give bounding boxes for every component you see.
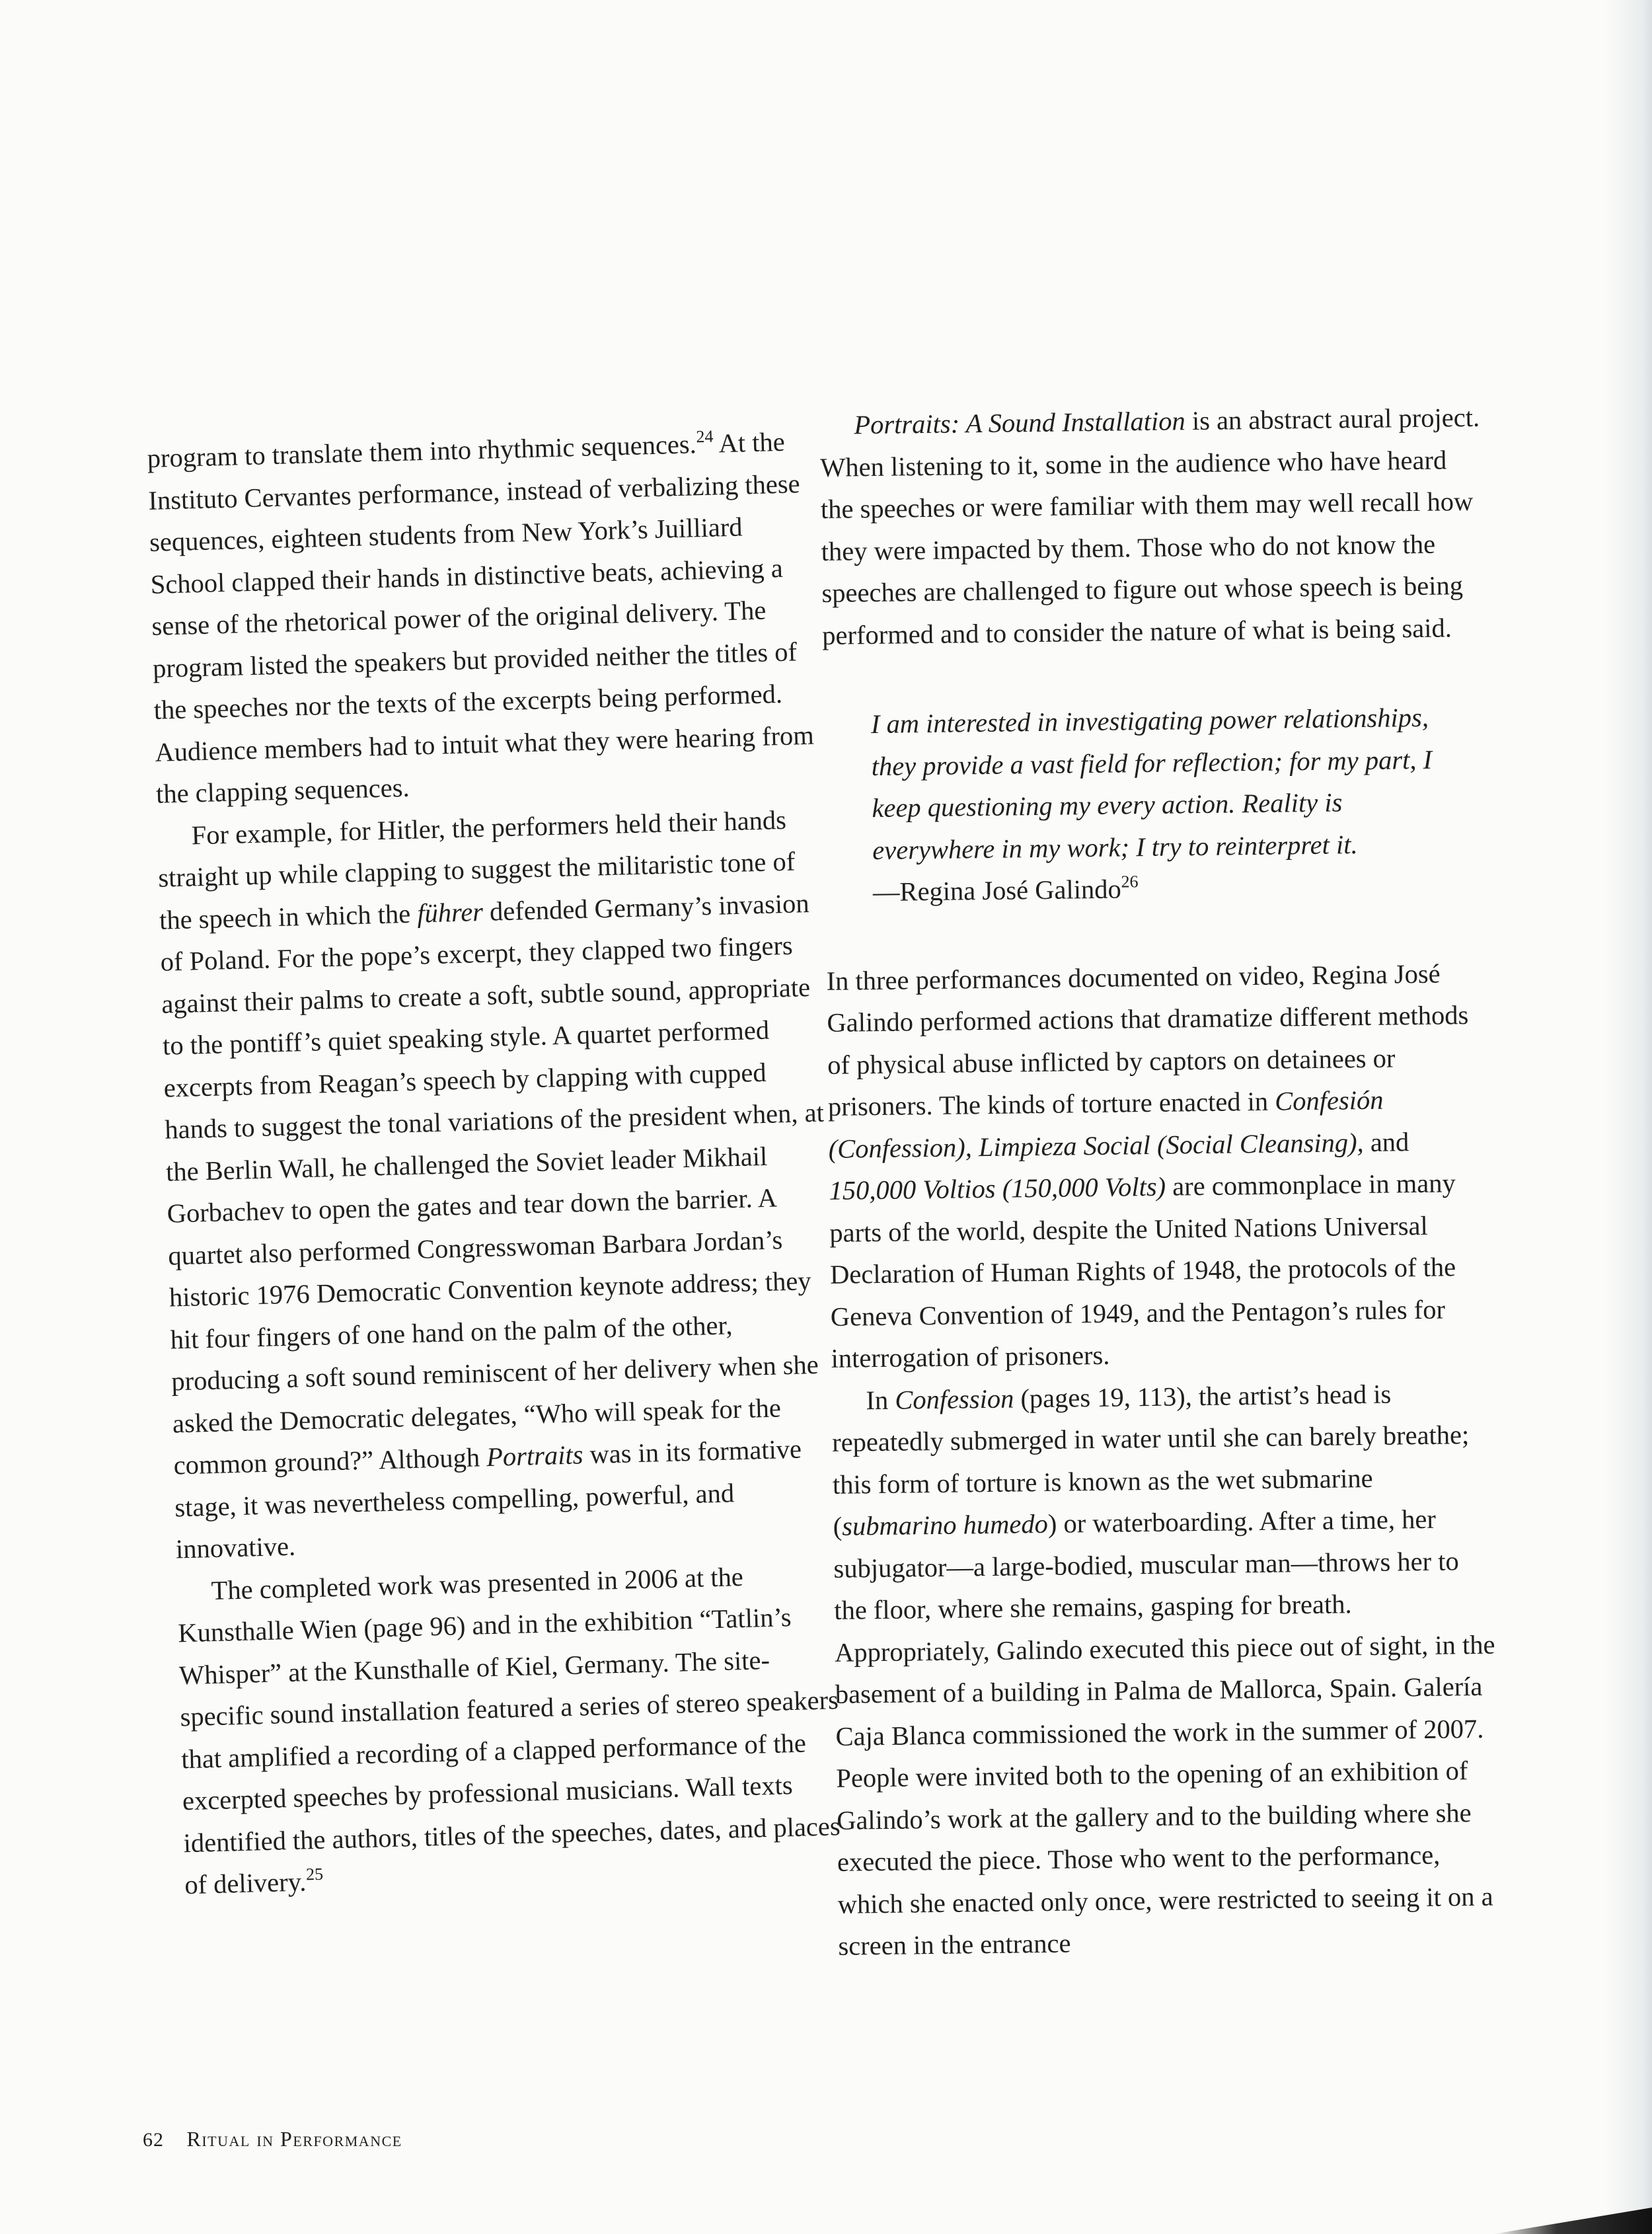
quote-text: I am interested in investigating power relationships, they provide a vast field for reflection; for my part, I keep questioning my every action. Reality is everywhere in my work; I try to reinterpret it. <box>870 702 1433 865</box>
paragraph: Portraits: A Sound Installation is an abstract aural project. When listening to it, some in the audience who have heard the speeches or were familiar with them may well recall how they were impacted by them. Those who do not know the speeches are challenged to figure out whose speech is being performed and to consider the nature of what is being said. <box>819 402 1480 650</box>
page-corner-shadow <box>1493 2208 1652 2234</box>
paragraph: In Confession (pages 19, 113), the artist’s head is repeatedly submerged in water until she can barely breathe; this form of torture is known as the wet submarine (submarino humedo) or waterboarding. After a time, her subjugator—a large-bodied, muscular man—throws her to the floor, where she remains, gasping for breath. Appropriately, Galindo executed this piece out of sight, in the basement of a building in Palma de Mallorca, Spain. Galería Caja Blanca commissioned the work in the summer of 2007. People were invited both to the opening of an exhibition of Galindo’s work at the gallery and to the building where she executed the piece. Those who went to the performance, which she enacted only once, were restricted to seeing it on a screen in the entrance <box>831 1379 1495 1961</box>
page-footer <box>143 2127 402 2151</box>
footnote-marker: 26 <box>1121 872 1139 892</box>
page-number: 62 <box>143 2129 164 2151</box>
right-column <box>819 397 1499 1968</box>
paragraph: program to translate them into rhythmic sequences.$^{24}$ At the Instituto Cervantes performance, instead of verbalizing these sequences, eighteen students from New York’s Juilliard School clapped their hands in distinctive beats, achieving a sense of the rhetorical power of the original delivery. The program listed the speakers but provided neither the titles of the speeches nor the texts of the excerpts being performed. Audience members had to intuit what they were hearing from the clapping sequences. <box>147 426 815 809</box>
paragraph: The completed work was presented in 2006 at the Kunsthalle Wien (page 96) and in the exhibition “Tatlin’s Whisper” at the Kunsthalle of Kiel, Germany. The site-specific sound installation featured a series of stereo speakers that amplified a recording of a clapped performance of the excerpted speeches by professional musicians. Wall texts identified the authors, titles of the speeches, dates, and places of delivery.$^{25}$ <box>177 1561 841 1900</box>
quote-attribution: —Regina José Galindo$^{26}$ <box>872 872 1139 907</box>
paragraph: In three performances documented on video, Regina José Galindo performed actions that dramatize different methods of physical abuse inflicted by captors on detainees or prisoners. The kinds of torture enacted in Confesión (Confession), Limpieza Social (Social Cleansing), and 150,000 Voltios (150,000 Volts) are commonplace in many parts of the world, despite the United Nations Universal Declaration of Human Rights of 1948, the protocols of the Geneva Convention of 1949, and the Pentagon’s rules for interrogation of prisoners. <box>826 958 1469 1373</box>
block-quote <box>871 696 1468 913</box>
page-edge-shadow <box>1606 0 1652 2234</box>
left-column <box>147 420 846 1906</box>
footnote-marker: 25 <box>305 1864 324 1884</box>
paragraph: For example, for Hitler, the performers held their hands straight up while clapping to suggest the militaristic tone of the speech in which the führer defended Germany’s invasion of Poland. For the pope’s excerpt, they clapped two fingers against their palms to create a soft, subtle sound, appropriate to the pontiff’s quiet speaking style. A quartet performed excerpts from Reagan’s speech by clapping with cupped hands to suggest the tonal variations of the president when, at the Berlin Wall, he challenged the Soviet leader Mikhail Gorbachev to open the gates and tear down the barrier. A quartet also performed Congresswoman Barbara Jordan’s historic 1976 Democratic Convention keynote address; they hit four fingers of one hand on the palm of the other, producing a soft sound reminiscent of her delivery when she asked the Democratic delegates, “Who will speak for the common ground?” Although Portraits was in its formative stage, it was nevertheless compelling, powerful, and innovative. <box>157 804 825 1564</box>
running-head: Ritual in Performance <box>186 2127 402 2151</box>
footnote-marker: 24 <box>696 426 714 447</box>
